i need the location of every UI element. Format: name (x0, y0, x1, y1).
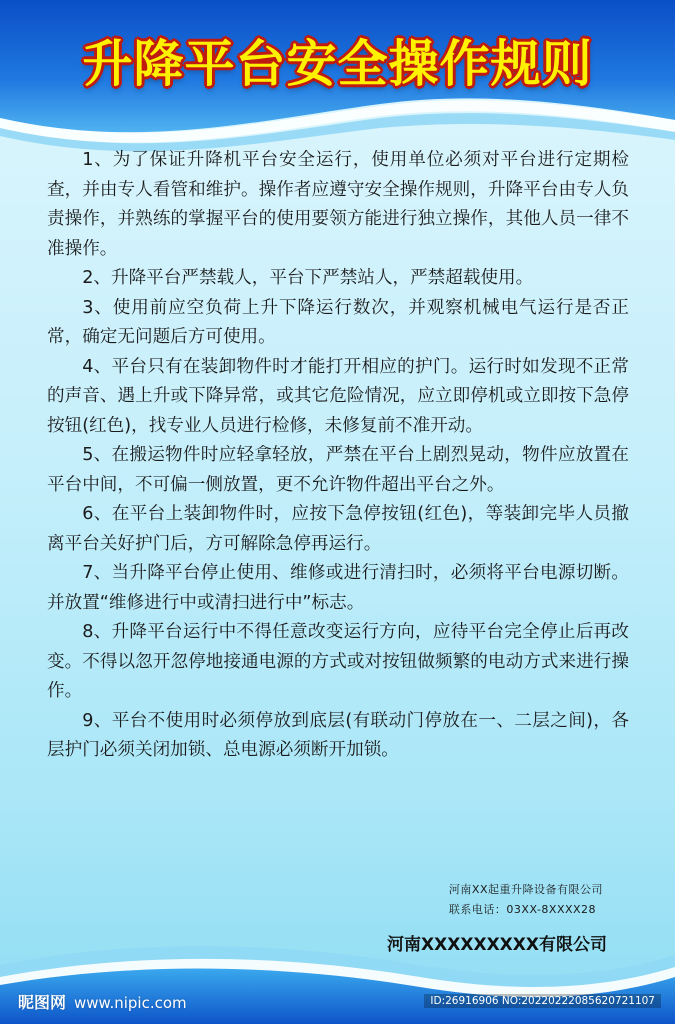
company-name: 河南XXXXXXXXX有限公司 (387, 935, 607, 955)
rule-item-9: 9、平台不使用时必须停放到底层(有联动门停放在一、二层之间)，各层护门必须关闭加锁、总电源必须断开加锁。 (47, 710, 629, 760)
contact-phone: 联系电话：03XX-8XXXX28 (448, 903, 597, 916)
rule-item-6: 6、在平台上装卸物件时，应按下急停按钮(红色)，等装卸完毕人员撤离平台关好护门后，方可解除急停再运行。 (47, 504, 629, 554)
rule-item-7: 7、当升降平台停止使用、维修或进行清扫时，必须将平台电源切断。并放置“维修进行中或清扫进行中”标志。 (47, 563, 629, 613)
watermark-url: www.nipic.com (74, 994, 187, 1012)
rule-item-4: 4、平台只有在装卸物件时才能打开相应的护门。运行时如发现不正常的声音、遇上升或下降异常，或其它危险情况，应立即停机或立即按下急停按钮(红色)，找专业人员进行检修，未修复前不准开动。 (47, 356, 629, 436)
contact-block (449, 880, 603, 920)
rule-item-5: 5、在搬运物件时应轻拿轻放，严禁在平台上剧烈晃动，物件应放置在平台中间，不可偏一侧放置，更不允许物件超出平台之外。 (47, 445, 629, 495)
rule-item-3: 3、使用前应空负荷上升下降运行数次，并观察机械电气运行是否正常，确定无问题后方可使用。 (47, 297, 629, 347)
page-title: 升降平台安全操作规则 (82, 35, 593, 93)
rule-item-1: 1、为了保证升降机平台安全运行，使用单位必须对平台进行定期检查，并由专人看管和维护。操作者应遵守安全操作规则，升降平台由专人负责操作，并熟练的掌握平台的使用要领方能进行独立操作，其他人员一律不准操作。 (47, 150, 629, 259)
rule-item-8: 8、升降平台运行中不得任意改变运行方向，应待平台完全停止后再改变。不得以忽开忽停地接通电源的方式或对按钮做频繁的电动方式来进行操作。 (47, 622, 629, 701)
watermark-logo (18, 990, 187, 1013)
contact-company: 河南XX起重升降设备有限公司 (448, 883, 603, 896)
watermark-id: ID:26916906 NO:20220222085620721107 (424, 994, 661, 1008)
rule-item-2: 2、升降平台严禁载人，平台下严禁站人，严禁超载使用。 (82, 268, 534, 288)
rules-list (47, 146, 629, 766)
watermark-logo-text: 昵图网 (18, 993, 67, 1012)
